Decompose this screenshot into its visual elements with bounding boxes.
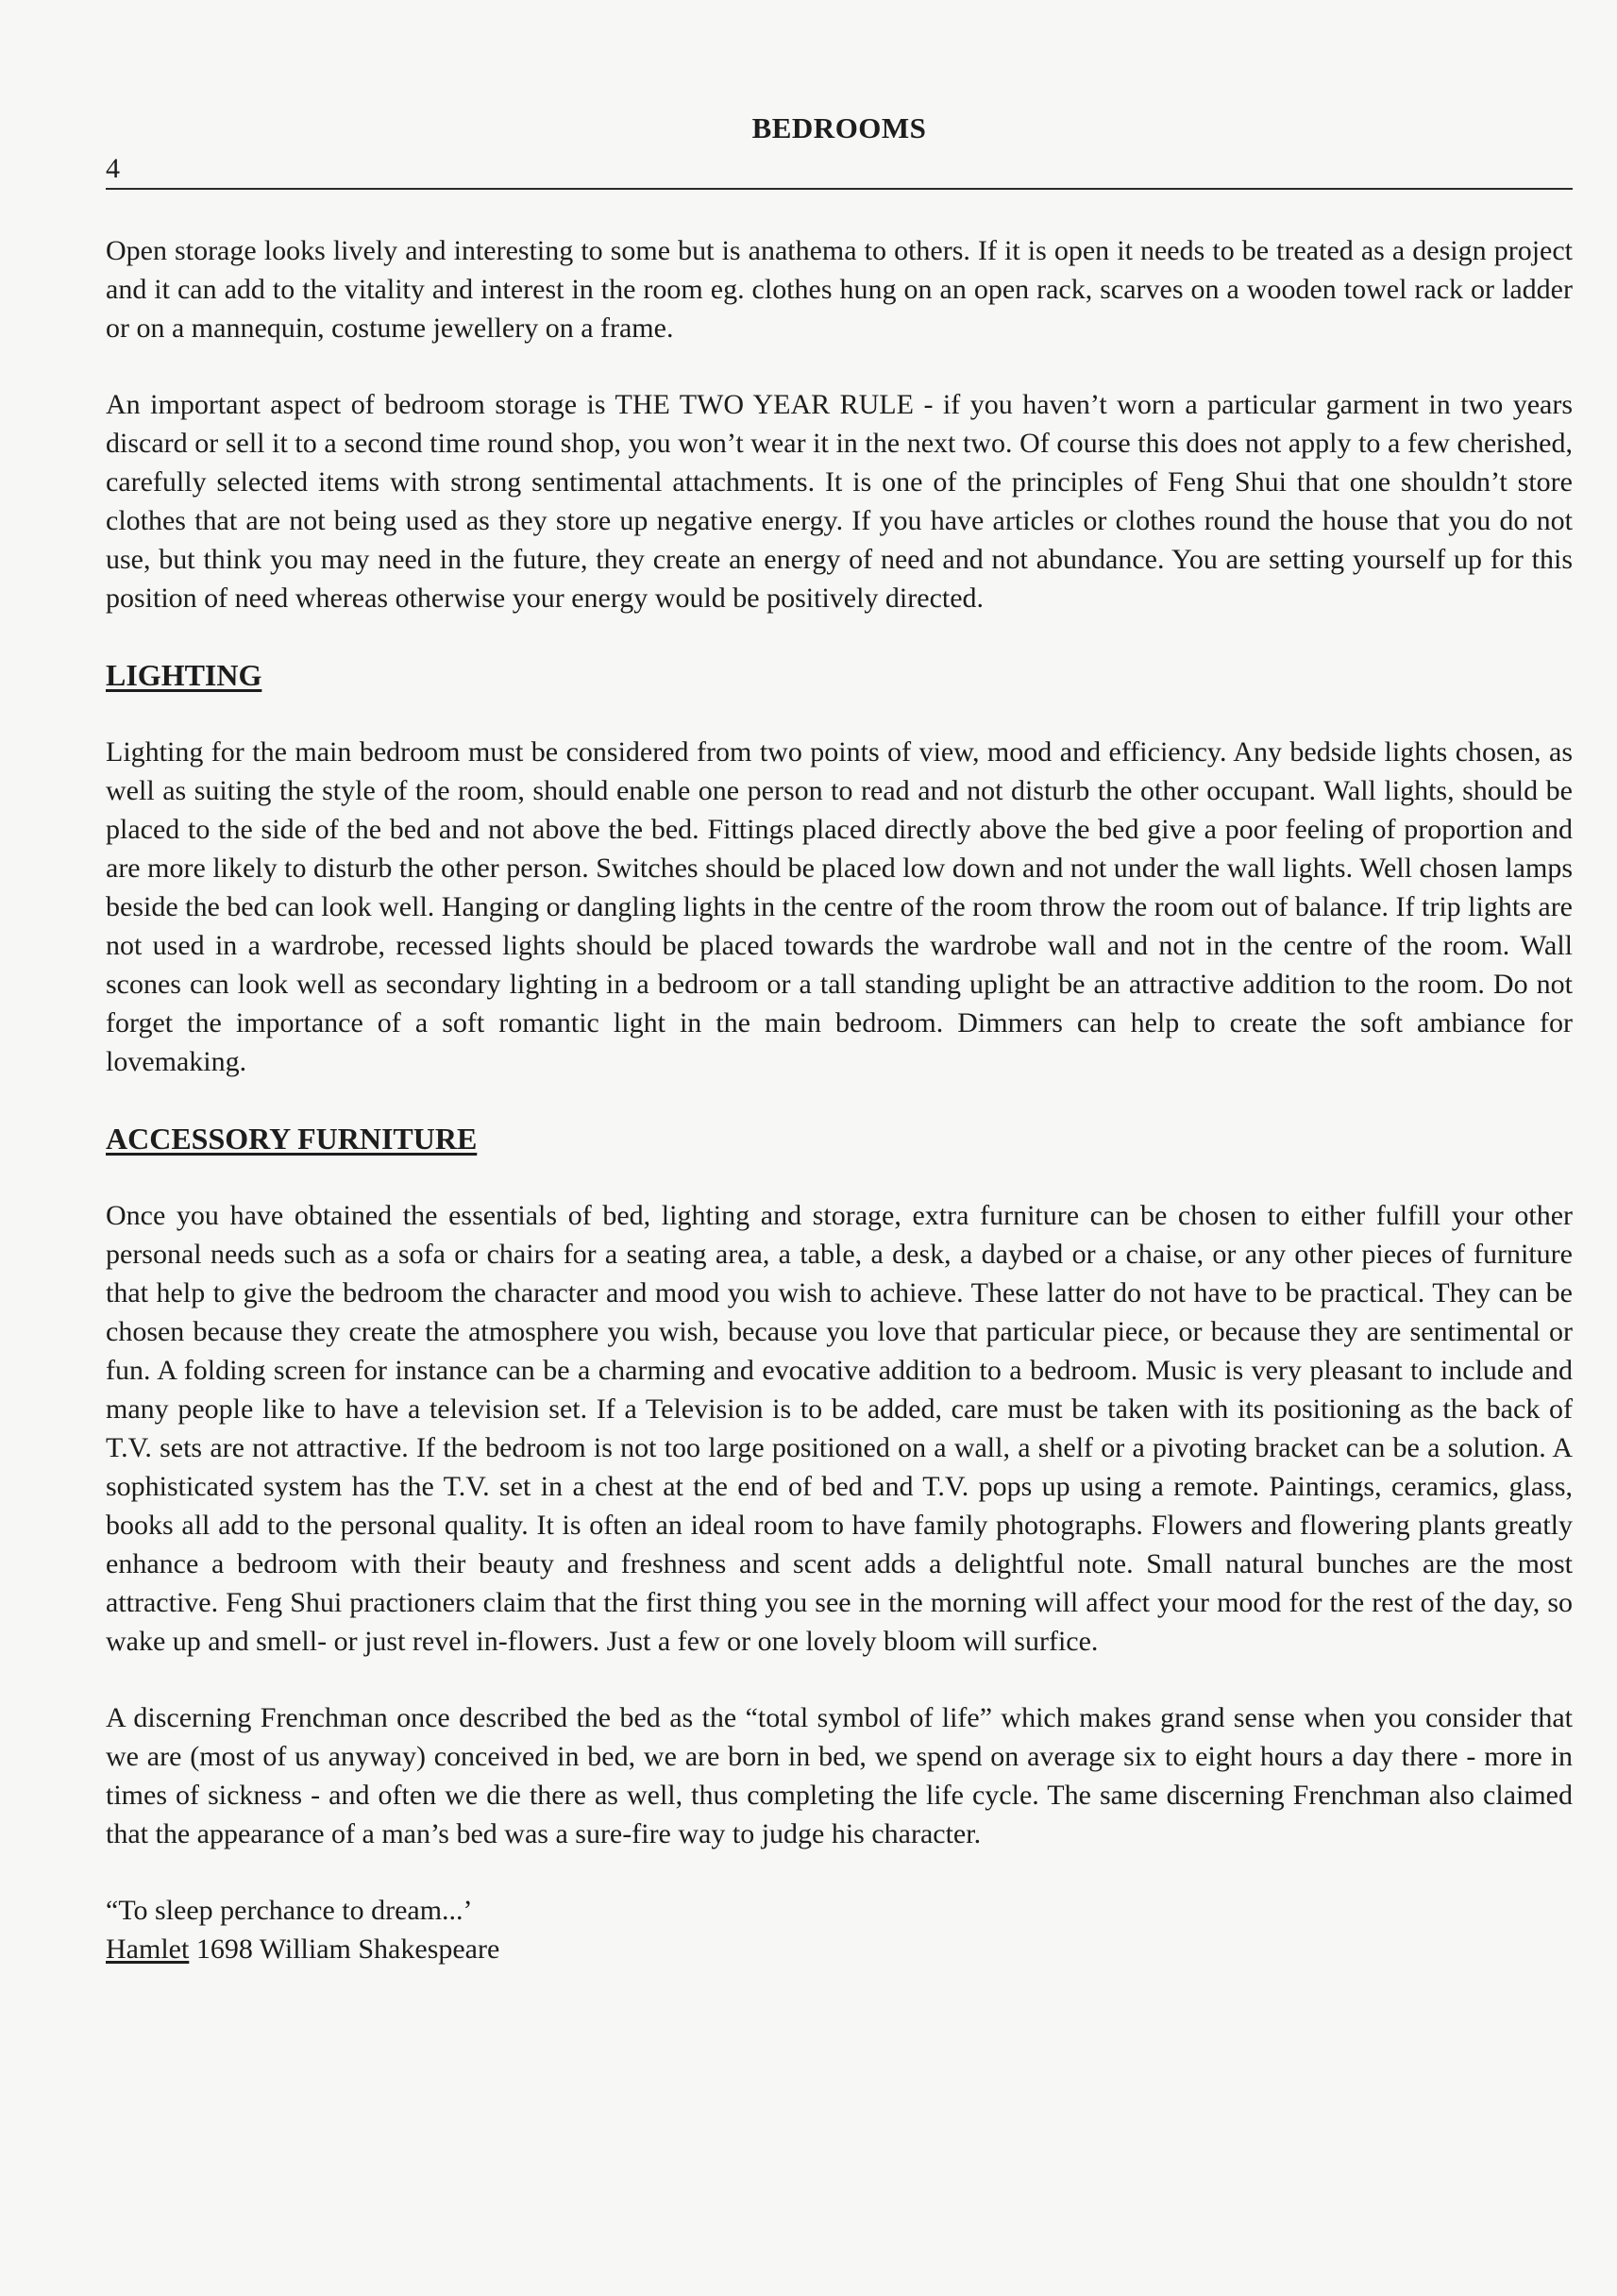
paragraph-gap [106,617,1573,655]
heading-lighting: LIGHTING [106,658,262,692]
quote-source-details: 1698 William Shakespeare [189,1933,500,1965]
paragraph-gap [106,1081,1573,1119]
paragraph-accessory-furniture: Once you have obtained the essentials of bed, lighting and storage, extra furniture can be chosen to either fulfill your other personal needs such as a sofa or chairs for a seating area, a table, a desk, a daybed or a chaise, or any other pieces of furniture that help to give the bedroom the character and mood you wish to achieve. These latter do not have to be practical. They can be chosen because they create the atmosphere you wish, because you love that particular piece, or because they are sentimental or fun. A folding screen for instance can be a charming and evocative addition to a bedroom. Music is very pleasant to include and many people like to have a television set. If a Television is to be added, care must be taken with its positioning as the back of T.V. sets are not attractive. If the bedroom is not too large positioned on a wall, a shelf or a pivoting bracket can be a solution. A sophisticated system has the T.V. set in a chest at the end of bed and T.V. pops up using a remote. Paintings, ceramics, glass, books all add to the personal quality. It is often an ideal room to have family photographs. Flowers and flowering plants greatly enhance a bedroom with their beauty and freshness and scent adds a delightful note. Small natural bunches are the most attractive. Feng Shui practioners claim that the first thing you see in the morning will affect your mood for the rest of the day, so wake up and smell- or just revel in-flowers. Just a few or one lovely bloom will surfice. [106,1200,1573,1657]
paragraph-gap [106,347,1573,385]
paragraph-lighting: Lighting for the main bedroom must be considered from two points of view, mood and efficiency. Any bedside lights chosen, as well as suiting the style of the room, should enable one person to read and not disturb the other occupant. Wall lights, should be placed to the side of the bed and not above the bed. Fittings placed directly above the bed give a poor feeling of proportion and are more likely to disturb the other person. Switches should be placed low down and not under the wall lights. Well chosen lamps beside the bed can look well. Hanging or dangling lights in the centre of the room throw the room out of balance. If trip lights are not used in a wardrobe, recessed lights should be placed towards the wardrobe wall and not in the centre of the room. Wall scones can look well as secondary lighting in a bedroom or a tall standing uplight be an attractive addition to the room. Do not forget the importance of a soft romantic light in the main bedroom. Dimmers can help to create the soft ambiance for lovemaking. [106,736,1573,1077]
heading-accessory-furniture: ACCESSORY FURNITURE [106,1122,478,1156]
paragraph-gap [106,1158,1573,1196]
page-header [106,111,1573,189]
paragraph-two-year-rule: An important aspect of bedroom storage is THE TWO YEAR RULE - if you haven’t worn a particular garment in two years discard or sell it to a second time round shop, you won’t wear it in the next two. Of course this does not apply to a few cherished, carefully selected items with strong sentimental attachments. It is one of the principles of Feng Shui that one shouldn’t store clothes that are not being used as they store up negative energy. If you have articles or clothes round the house that you do not use, but think you may need in the future, they create an energy of need and not abundance. You are setting yourself up for this position of need whereas otherwise your energy would be positively directed. [106,389,1573,614]
section-title: BEDROOMS [751,111,927,144]
header-rule [106,188,1573,190]
quote-text: “To sleep perchance to dream...’ [106,1895,473,1926]
paragraph-gap [106,695,1573,733]
quote-source [106,1930,1573,1968]
closing-quote [106,1891,1573,1968]
body-text [106,231,1573,1968]
quote-source-title: Hamlet [106,1933,190,1965]
paragraph-gap [106,1661,1573,1698]
paragraph-open-storage: Open storage looks lively and interesting to some but is anathema to others. If it is open it needs to be treated as a design project and it can add to the vitality and interest in the room eg. clothes hung on an open rack, scarves on a wooden towel rack or ladder or on a mannequin, costume jewellery on a frame. [106,235,1573,344]
paragraph-gap [106,1853,1573,1891]
page-number: 4 [106,153,120,184]
paragraph-frenchman: A discerning Frenchman once described the bed as the “total symbol of life” which makes grand sense when you consider that we are (most of us anyway) conceived in bed, we are born in bed, we spend on average six to eight hours a day there - more in times of sickness - and often we die there as well, thus completing the life cycle. The same discerning Frenchman also claimed that the appearance of a man’s bed was a sure-fire way to judge his character. [106,1702,1573,1849]
